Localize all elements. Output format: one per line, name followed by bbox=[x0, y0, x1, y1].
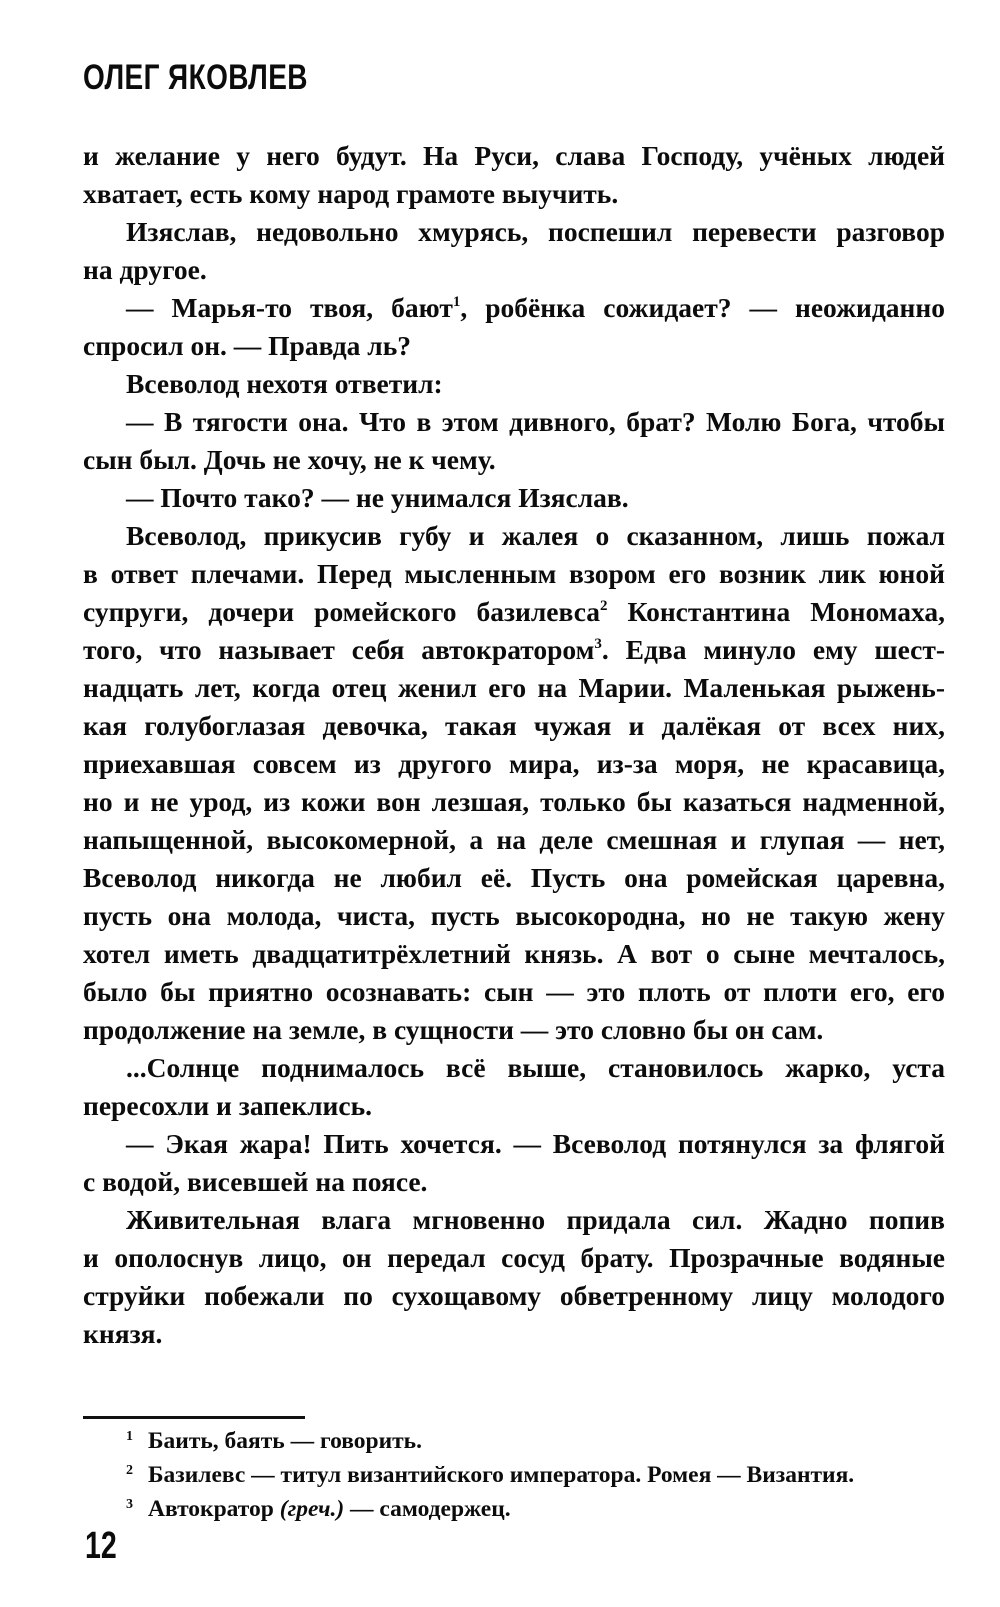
text-line bbox=[83, 631, 945, 669]
text-line: Всеволод никогда не любил её. Пусть она ромейская царевна, bbox=[83, 862, 945, 893]
text-line: кая голубоглазая девочка, такая чужая и далёкая от всех них, bbox=[83, 710, 945, 741]
footnote-ref-1: 1 bbox=[452, 294, 461, 310]
text-line: струйки побежали по сухощавому обветренному лицу молодого bbox=[83, 1280, 945, 1311]
footnote-separator bbox=[83, 1416, 305, 1419]
text-line: но и не урод, из кожи вон лезшая, только бы казаться надменной, bbox=[83, 786, 945, 817]
text-line: спросил он. — Правда ль? bbox=[83, 330, 412, 361]
text-line: надцать лет, когда отец женил его на Марии. Маленькая рыжень- bbox=[83, 672, 945, 703]
text-line bbox=[126, 289, 945, 327]
text-line: Живительная влага мгновенно придала сил. Жадно попив bbox=[126, 1204, 945, 1235]
footnote-text: — самодержец. bbox=[344, 1496, 511, 1522]
text-run: того, что называет себя автократором bbox=[83, 634, 595, 665]
text-line: Всеволод, прикусив губу и жалея о сказанном, лишь пожал bbox=[126, 520, 945, 551]
text-line: сын был. Дочь не хочу, не к чему. bbox=[83, 444, 496, 475]
text-line: было бы приятно осознавать: сын — это плоть от плоти его, его bbox=[83, 976, 945, 1007]
text-line: Изяслав, недовольно хмурясь, поспешил перевести разговор bbox=[126, 216, 945, 247]
text-line: продолжение на земле, в сущности — это словно бы он сам. bbox=[83, 1014, 824, 1045]
text-line: пересохли и запеклись. bbox=[83, 1090, 373, 1121]
text-line: — В тягости она. Что в этом дивного, брат? Молю Бога, чтобы bbox=[126, 406, 945, 437]
text-line: — Почто тако? — не унимался Изяслав. bbox=[126, 482, 629, 513]
text-line: приехавшая совсем из другого мира, из-за моря, не красавица, bbox=[83, 748, 945, 779]
text-run: . Едва минуло ему шест- bbox=[601, 634, 945, 665]
footnote-text: Баить, баять — говорить. bbox=[148, 1428, 422, 1454]
text-line: и ополоснув лицо, он передал сосуд брату. Прозрачные водяные bbox=[83, 1242, 945, 1273]
footnote-3: 3 Автократор (греч.) — самодержец. bbox=[126, 1496, 511, 1522]
footnote-text: Базилевс — титул византийского императора. Ромея — Византия. bbox=[148, 1462, 855, 1488]
text-line: и желание у него будут. На Руси, слава Господу, учёных людей bbox=[83, 140, 945, 171]
running-head: ОЛЕГ ЯКОВЛЕВ bbox=[83, 58, 308, 97]
text-line: хватает, есть кому народ грамоте выучить. bbox=[83, 178, 619, 209]
footnote-ref-2: 2 bbox=[599, 598, 608, 614]
footnote-2: 2 Базилевс — титул византийского императора. Ромея — Византия. bbox=[126, 1462, 855, 1488]
footnote-ref-3: 3 bbox=[594, 636, 602, 652]
text-line: пусть она молода, чиста, пусть высокородна, но не такую жену bbox=[83, 900, 945, 931]
text-run: Константина Мономаха, bbox=[607, 596, 945, 627]
text-line bbox=[83, 593, 945, 631]
text-line: на другое. bbox=[83, 254, 207, 285]
text-line: напыщенной, высокомерной, а на деле смешная и глупая — нет, bbox=[83, 824, 945, 855]
text-line: — Экая жара! Пить хочется. — Всеволод потянулся за флягой bbox=[126, 1128, 945, 1159]
footnote-italic: (греч.) bbox=[279, 1496, 345, 1522]
text-line: хотел иметь двадцатитрёхлетний князь. А вот о сыне мечталось, bbox=[83, 938, 945, 969]
footnote-1: 1 Баить, баять — говорить. bbox=[126, 1428, 422, 1454]
footnote-text: Автократор bbox=[148, 1496, 280, 1522]
page-number: 12 bbox=[85, 1525, 117, 1567]
text-line: ...Солнце поднималось всё выше, становилось жарко, уста bbox=[126, 1052, 945, 1083]
text-run: супруги, дочери ромейского базилевса bbox=[83, 596, 600, 627]
text-run: — Марья-то твоя, бают bbox=[126, 292, 453, 323]
text-line: с водой, висевшей на поясе. bbox=[83, 1166, 428, 1197]
text-line: Всеволод нехотя ответил: bbox=[126, 368, 443, 399]
text-line: князя. bbox=[83, 1318, 163, 1349]
text-line: в ответ плечами. Перед мысленным взором его возник лик юной bbox=[83, 558, 945, 589]
text-run: , робёнка сожидает? — неожиданно bbox=[460, 292, 945, 323]
